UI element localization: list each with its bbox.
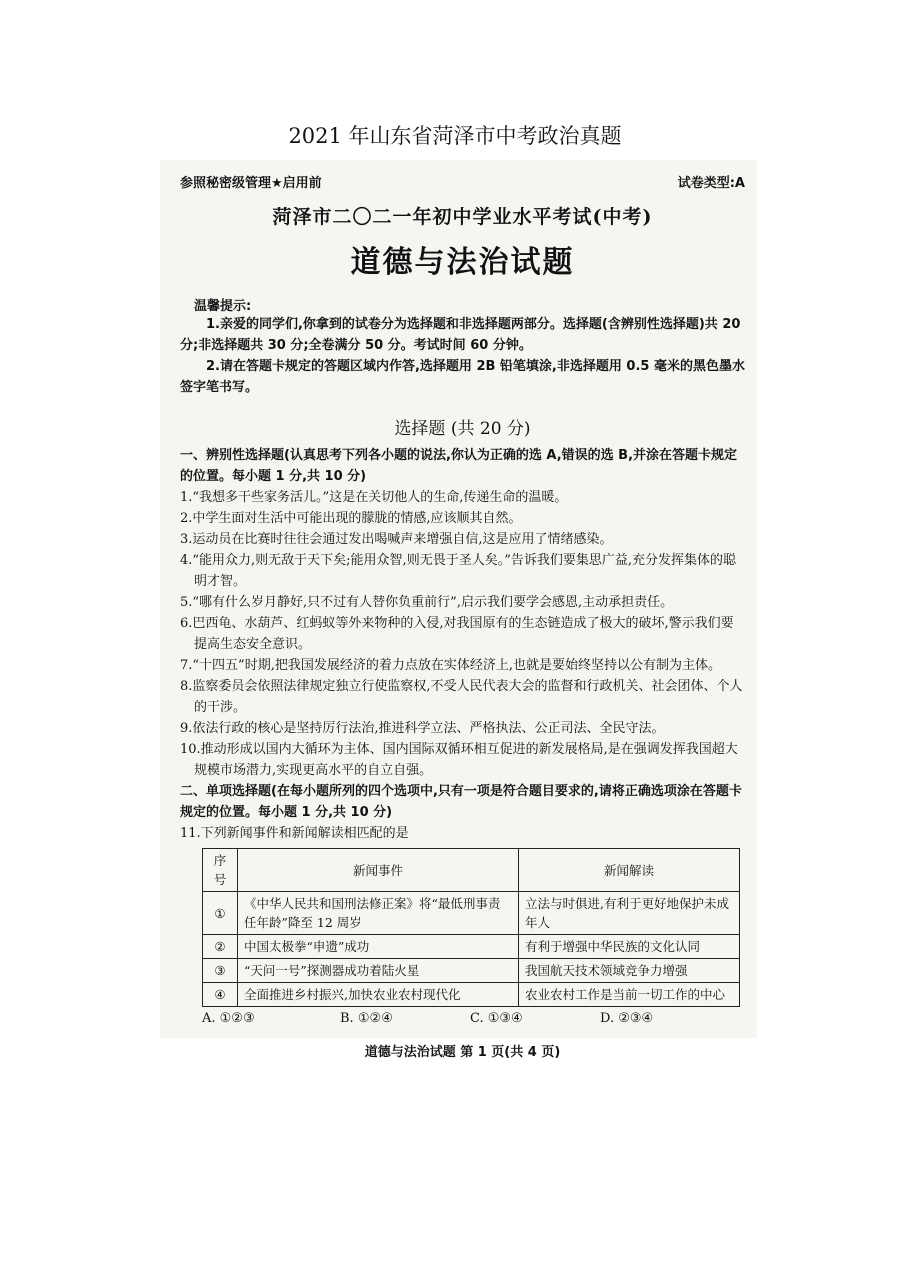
option-c: C. ①③④ bbox=[470, 1011, 523, 1026]
part2-heading: 二、单项选择题(在每小题所列的四个选项中,只有一项是符合题目要求的,请将正确选项涂在答题卡规定的位置。每小题 1 分,共 10 分) bbox=[180, 784, 742, 820]
option-a: A. ①②③ bbox=[202, 1011, 255, 1026]
table-header-cell: 序号 bbox=[203, 849, 238, 892]
row-number: ① bbox=[203, 892, 238, 935]
option-b: B. ①②④ bbox=[340, 1011, 393, 1026]
news-table bbox=[202, 848, 740, 1007]
tip-item: 2.请在答题卡规定的答题区域内作答,选择题用 2B 铅笔填涂,非选择题用 0.5 毫米的黑色墨水签字笔书写。 bbox=[180, 359, 745, 395]
news-event: 《中华人民共和国刑法修正案》将“最低刑事责任年龄”降至 12 周岁 bbox=[238, 892, 519, 935]
news-interpretation: 我国航天技术领域竞争力增强 bbox=[519, 959, 740, 983]
tips-label: 温馨提示: bbox=[194, 299, 252, 314]
table-row bbox=[203, 935, 740, 959]
table-header-cell: 新闻解读 bbox=[519, 849, 740, 892]
question-item: 2.中学生面对生活中可能出现的朦胧的情感,应该顺其自然。 bbox=[180, 511, 522, 526]
table-row bbox=[203, 892, 740, 935]
table-row bbox=[203, 983, 740, 1007]
question-item: 9.依法行政的核心是坚持厉行法治,推进科学立法、严格执法、公正司法、全民守法。 bbox=[180, 721, 665, 736]
question-item: 4.“能用众力,则无敌于天下矣;能用众智,则无畏于圣人矣。”告诉我们要集思广益,充分发挥集体的聪明才智。 bbox=[180, 553, 736, 589]
news-interpretation: 立法与时俱进,有利于更好地保护未成年人 bbox=[519, 892, 740, 935]
news-interpretation: 有利于增强中华民族的文化认同 bbox=[519, 935, 740, 959]
scanned-exam-page bbox=[160, 160, 757, 1060]
page-footer: 道德与法治试题 第 1 页(共 4 页) bbox=[364, 1045, 561, 1060]
news-event: 中国太极拳“申遗”成功 bbox=[238, 935, 519, 959]
subject-title: 道德与法治试题 bbox=[350, 245, 575, 280]
option-d: D. ②③④ bbox=[600, 1011, 654, 1026]
question-item: 6.巴西龟、水葫芦、红蚂蚁等外来物种的入侵,对我国原有的生态链造成了极大的破坏,警示我们要提高生态安全意识。 bbox=[180, 616, 734, 652]
part1-heading: 一、辨别性选择题(认真思考下列各小题的说法,你认为正确的选 A,错误的选 B,并涂在答题卡规定的位置。每小题 1 分,共 10 分) bbox=[180, 448, 738, 484]
question-item: 5.“哪有什么岁月静好,只不过有人替你负重前行”,启示我们要学会感恩,主动承担责任。 bbox=[180, 595, 674, 610]
table-row bbox=[203, 959, 740, 983]
news-interpretation: 农业农村工作是当前一切工作的中心 bbox=[519, 983, 740, 1007]
table-header-row bbox=[203, 849, 740, 892]
news-event: 全面推进乡村振兴,加快农业农村现代化 bbox=[238, 983, 519, 1007]
section-title: 选择题 (共 20 分) bbox=[394, 419, 531, 439]
question-item: 8.监察委员会依照法律规定独立行使监察权,不受人民代表大会的监督和行政机关、社会团体、个人的干涉。 bbox=[180, 679, 743, 715]
tip-item: 1.亲爱的同学们,你拿到的试卷分为选择题和非选择题两部分。选择题(含辨别性选择题)共 20 分;非选择题共 30 分;全卷满分 50 分。考试时间 60 分钟。 bbox=[180, 317, 741, 353]
paper-type-label: 试卷类型:A bbox=[677, 176, 745, 191]
document-title: 2021 年山东省菏泽市中考政治真题 bbox=[288, 124, 622, 148]
exam-header-row bbox=[180, 166, 745, 192]
row-number: ③ bbox=[203, 959, 238, 983]
answer-options bbox=[180, 1009, 745, 1031]
question-item: 3.运动员在比赛时往往会通过发出喝喊声来增强自信,这是应用了情绪感染。 bbox=[180, 532, 613, 547]
exam-name: 菏泽市二〇二一年初中学业水平考试(中考) bbox=[272, 206, 653, 228]
table-header-cell: 新闻事件 bbox=[238, 849, 519, 892]
question-item: 10.推动形成以国内大循环为主体、国内国际双循环相互促进的新发展格局,是在强调发挥我国超大规模市场潜力,实现更高水平的自立自强。 bbox=[180, 742, 738, 778]
row-number: ④ bbox=[203, 983, 238, 1007]
question-item: 1.“我想多干些家务活儿。”这是在关切他人的生命,传递生命的温暖。 bbox=[180, 490, 568, 505]
question-item: 7.“十四五”时期,把我国发展经济的着力点放在实体经济上,也就是要始终坚持以公有制为主体。 bbox=[180, 658, 721, 673]
news-event: “天问一号”探测器成功着陆火星 bbox=[238, 959, 519, 983]
row-number: ② bbox=[203, 935, 238, 959]
question-11: 11.下列新闻事件和新闻解读相匹配的是 bbox=[180, 826, 409, 841]
confidential-label: 参照秘密级管理★启用前 bbox=[180, 176, 322, 191]
